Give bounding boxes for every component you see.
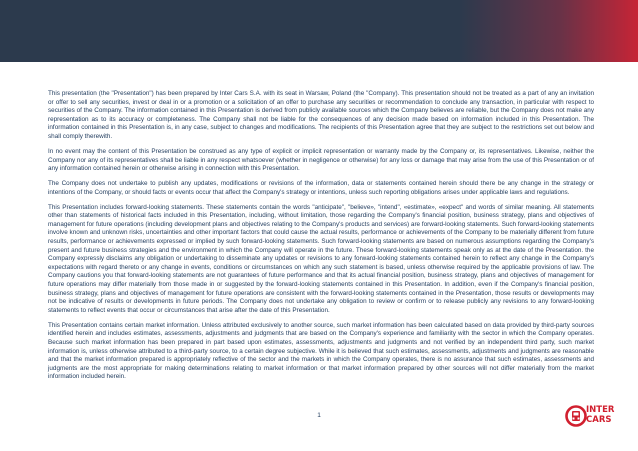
paragraph-market-information: This Presentation contains certain market information. Unless attributed exclusively to another source, such market information has been calculated based on data provided by third-party sources identified herein and includes estimates, assessments, adjustments and judgments that are based on the Company's experience and familiarity with the sector in which the Company operates. Because such market information has been prepared in part based upon estimates, assessments, adjustments and judgments and not verified by an independent third party, such market information is, unless otherwise attributed to a third-party source, to a certain degree subjective. While it is believed that such estimates, assessments, adjustments and judgments are reasonable and that the market information prepared is appropriately reflective of the sector and the markets in which the Company operates, there is no assurance that such estimates, assessments and judgments are the most appropriate for making determinations relating to market information or that market information prepared by other sources will not differ materially from the market information included herein.: [48, 321, 594, 381]
logo-line-1: INTER: [586, 405, 615, 415]
page-number: 1: [317, 412, 321, 419]
logo-wordmark: [586, 405, 614, 425]
inter-cars-logo: [565, 403, 613, 433]
inter-cars-logo-mark-icon: [565, 405, 587, 427]
paragraph-presentation-notice: This presentation (the "Presentation") has been prepared by Inter Cars S.A. with its seat in Warsaw, Poland (the "Company). This presentation should not be treated as a part of any an invitation or offer to sell any securities, invest or deal in or a promotion or a solicitation of an offer to purchase any securities or recommendation to conclude any transaction, in particular with respect to securities of the Company. The information contained in this Presentation is derived from publicly available sources which the Company believes are reliable, but the Company does not make any representation as to its accuracy or completeness. The Company shall not be liable for the consequences of any decision made based on information included in this Presentation. The information contained in this Presentation is, in any case, subject to changes and modifications. The recipients of this Presentation agree that they are subject to the restrictions set out below and shall comply therewith.: [48, 90, 594, 140]
logo-line-2: CARS: [586, 415, 612, 425]
disclaimer-body: [48, 90, 594, 388]
header-banner: [0, 0, 638, 62]
paragraph-forward-looking: This Presentation includes forward-looking statements. These statements contain the words "anticipate", "believe», "intend", «estimate», «expect" and words of similar meaning. All statements other than statements of historical facts included in this Presentation, including, without limitation, those regarding the Company's financial position, business strategy, plans and objectives of management for future operations (including development plans and objectives relating to the Company's products and services) are forward-looking statements. Such forward-looking statements involve known and unknown risks, uncertainties and other important factors that could cause the actual results, performance or achievements of the Company to be materially different from future results, performance or achievements expressed or implied by such forward-looking statements. Such forward-looking statements are based on numerous assumptions regarding the Company's present and future business strategies and the environment in which the Company will operate in the future. These forward-looking statements speak only as at the date of the Presentation. the Company expressly disclaims any obligation or undertaking to disseminate any updates or revisions to any forward-looking statements contained herein to reflect any change in the Company's expectations with regard thereto or any change in events, conditions or circumstances on which any such statement is based, unless otherwise required by the applicable provisions of law. The Company cautions you that forward-looking statements are not guarantees of future performance and that its actual financial position, business strategy, plans and objectives of management for future operations may differ materially from those made in or suggested by the forward-looking statements contained in this Presentation. In addition, even if the Company's financial position, business strategy, plans and objectives of management for future operations are consistent with the forward-looking statements contained in the Presentation, those results or developments may not be indicative of results or developments in future periods. The Company does not undertake any obligation to review or confirm or to release publicly any revisions to any forward-looking statements to reflect events that occur or circumstances that arise after the date of this Presentation.: [48, 203, 594, 314]
paragraph-no-updates: The Company does not undertake to publish any updates, modifications or revisions of the information, data or statements contained herein should there be any change in the strategy or intentions of the Company, or should facts or events occur that affect the Company's strategy or intentions, unless such reporting obligations arises under applicable laws and regulations.: [48, 180, 594, 196]
paragraph-no-warranty: In no event may the content of this Presentation be construed as any type of explicit or implicit representation or warranty made by the Company or, its representatives. Likewise, neither the Company nor any of its representatives shall be liable in any respect whatsoever (whether in negligence or otherwise) for any loss or damage that may arise from the use of this Presentation or of any information contained herein or otherwise arising in connection with this Presentation.: [48, 147, 594, 173]
